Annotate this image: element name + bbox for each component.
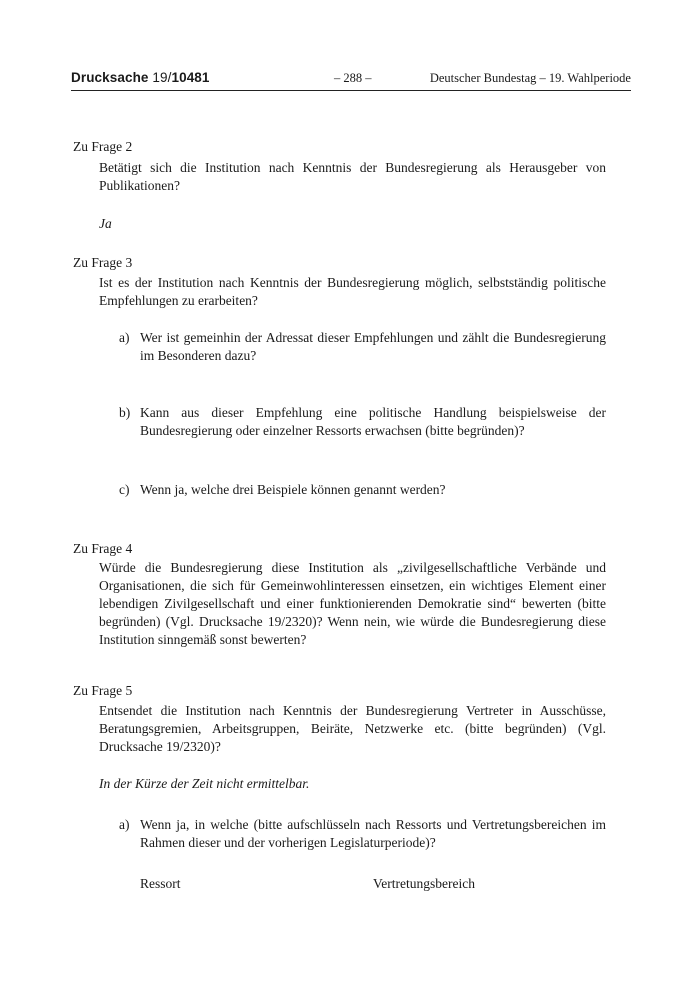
question-2-label: Zu Frage 2 xyxy=(73,139,133,154)
list-marker: a) xyxy=(119,817,130,832)
list-marker: b) xyxy=(119,405,131,420)
question-3-label: Zu Frage 3 xyxy=(73,255,133,270)
doc-number: 10481 xyxy=(171,70,210,85)
column-header-vertretungsbereich: Vertretungsbereich xyxy=(373,876,475,891)
question-3a xyxy=(119,329,606,365)
page-number: – 288 – xyxy=(334,71,372,85)
doc-label: Drucksache xyxy=(71,70,149,85)
list-marker: c) xyxy=(119,482,130,497)
question-4-text: Würde die Bundesregierung diese Institution als „zivilgesellschaftliche Verbände und Organisationen, die sich für Gemeinwohlinteressen einsetzen, ein wichtiges Element einer lebendigen Zivilgesellschaft und einer funktionierenden Demokratie sind“ bewerten (bitte begründen) (Vgl. Drucksache 19/2320)? Wenn nein, wie würde die Bundesregierung diese Institution sinngemäß sonst bewerten? xyxy=(99,560,606,647)
question-3c-text: Wenn ja, welche drei Beispiele können genannt werden? xyxy=(140,482,446,497)
question-3b-text: Kann aus dieser Empfehlung eine politische Handlung beispielsweise der Bundesregierung oder einzelner Ressorts erwachsen (bitte begründen)? xyxy=(140,405,606,438)
column-header-ressort: Ressort xyxy=(140,876,181,891)
question-5a-text: Wenn ja, in welche (bitte aufschlüsseln nach Ressorts und Vertretungsbereichen im Rahmen dieser und der vorherigen Legislaturperiode)? xyxy=(140,817,606,850)
question-3b xyxy=(119,404,606,440)
question-3-text: Ist es der Institution nach Kenntnis der Bundesregierung möglich, selbstständig politische Empfehlungen zu erarbeiten? xyxy=(99,275,606,308)
question-5-text: Entsendet die Institution nach Kenntnis der Bundesregierung Vertreter in Ausschüsse, Beratungsgremien, Arbeitsgruppen, Beiräte, Netzwerke etc. (bitte begründen) (Vgl. Drucksache 19/2320)? xyxy=(99,703,606,754)
legislative-period: Deutscher Bundestag – 19. Wahlperiode xyxy=(429,71,631,85)
question-5-label: Zu Frage 5 xyxy=(73,683,133,698)
document-id xyxy=(71,70,210,85)
question-5-answer: In der Kürze der Zeit nicht ermittelbar. xyxy=(99,776,310,791)
question-3c xyxy=(119,481,606,499)
doc-year: 19/ xyxy=(152,70,172,85)
question-2-text: Betätigt sich die Institution nach Kenntnis der Bundesregierung als Herausgeber von Publikationen? xyxy=(99,160,606,193)
list-marker: a) xyxy=(119,330,130,345)
page-header xyxy=(71,70,631,91)
question-5a xyxy=(119,816,606,852)
question-3a-text: Wer ist gemeinhin der Adressat dieser Empfehlungen und zählt die Bundesregierung im Besonderen dazu? xyxy=(140,330,606,363)
question-4-label: Zu Frage 4 xyxy=(73,541,133,556)
question-2-answer: Ja xyxy=(99,216,112,231)
